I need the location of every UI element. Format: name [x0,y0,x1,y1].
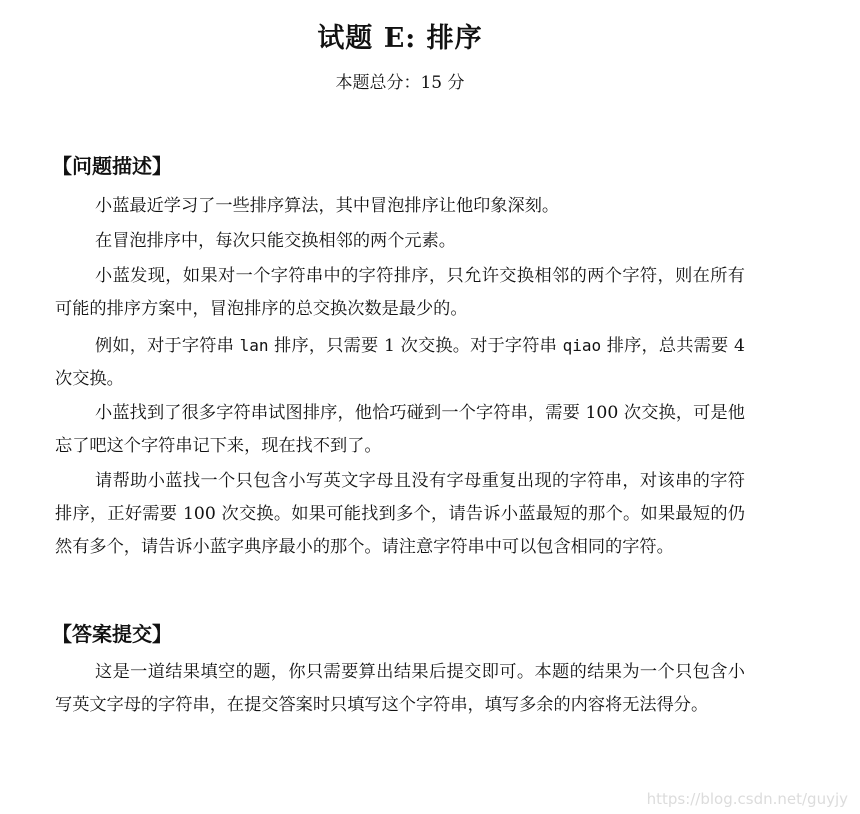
code-lan: lan [239,336,269,355]
exam-title: 试题 E: 排序 [317,23,483,54]
example-text-2: 排序，只需要 1 次交换。对于字符串 [268,336,563,356]
section-heading-submission: 【答案提交】 [52,622,172,646]
example-text-1: 例如，对于字符串 [95,336,240,356]
paragraph-4-example [55,329,745,396]
submission-paragraph: 这是一道结果填空的题，你只需要算出结果后提交即可。本题的结果为一个只包含小写英文字母的字符串，在提交答案时只填写这个字符串，填写多余的内容将无法得分。 [55,662,745,715]
paragraph-3: 小蓝发现，如果对一个字符串中的字符排序，只允许交换相邻的两个字符，则在所有可能的排序方案中，冒泡排序的总交换次数是最少的。 [55,266,745,319]
code-qiao: qiao [562,336,602,355]
section-heading-problem: 【问题描述】 [52,154,172,178]
paragraph-5: 小蓝找到了很多字符串试图排序，他恰巧碰到一个字符串，需要 100 次交换，可是他忘了吧这个字符串记下来，现在找不到了。 [55,403,745,456]
watermark: https://blog.csdn.net/guyjy [646,790,848,808]
paragraph-6: 请帮助小蓝找一个只包含小写英文字母且没有字母重复出现的字符串，对该串的字符排序，正好需要 100 次交换。如果可能找到多个，请告诉小蓝最短的那个。如果最短的仍然有多个，请告诉小蓝字典序最小的那个。请注意字符串中可以包含相同的字符。 [55,471,745,557]
score-line: 本题总分：15 分 [335,73,465,93]
paragraph-1: 小蓝最近学习了一些排序算法，其中冒泡排序让他印象深刻。 [95,196,560,216]
example-text-3: 排序，总共需要 4 次交换。 [55,336,745,389]
paragraph-2: 在冒泡排序中，每次只能交换相邻的两个元素。 [95,231,456,251]
